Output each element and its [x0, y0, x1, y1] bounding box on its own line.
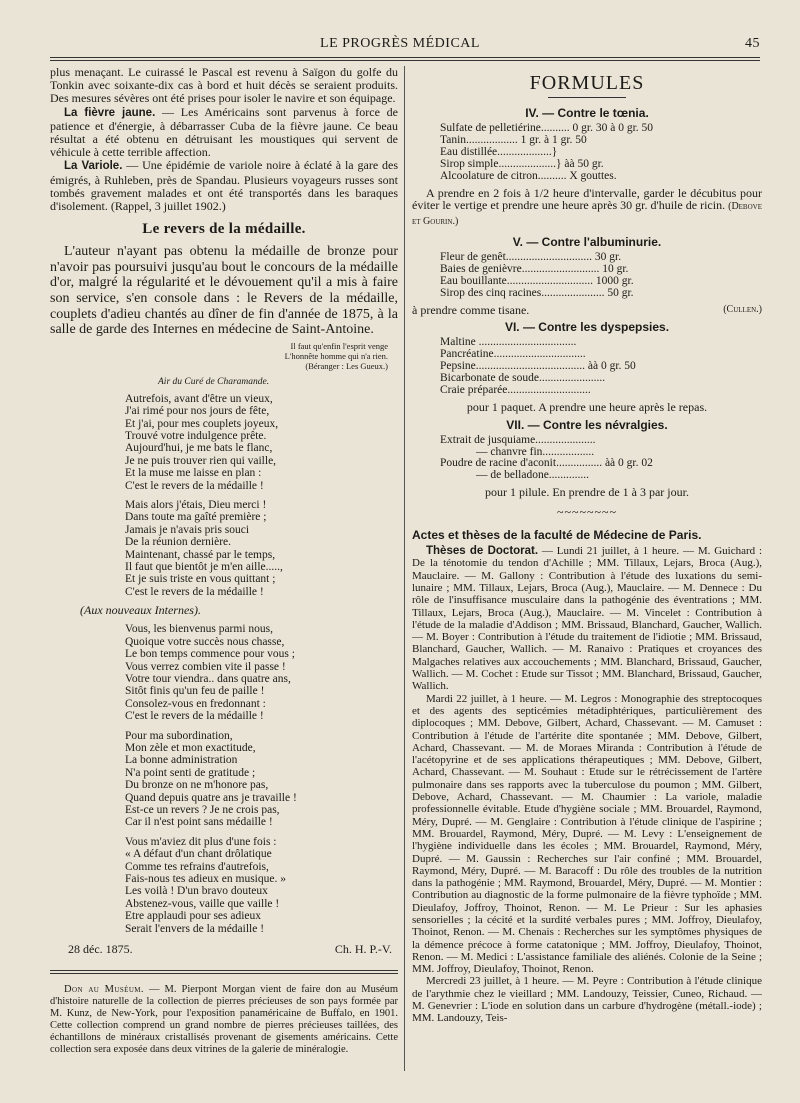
page-number: 45: [745, 36, 760, 51]
verse-line: « A défaut d'un chant drôlatique: [125, 848, 272, 861]
journal-title: LE PROGRÈS MÉDICAL: [320, 36, 480, 51]
formula-lines: [440, 337, 740, 397]
verse-line: Maintenant, chassé par le temps,: [125, 548, 276, 561]
verse-line: C'est le revers de la médaille !: [125, 585, 264, 598]
verse-line: Vous, les bienvenus parmi nous,: [125, 623, 274, 636]
verse-line: La bonne administration: [125, 754, 238, 767]
theses-mardi: Mardi 22 juillet, à 1 heure. — M. Legros : Monographie des streptocoques et des agents des septicémies métadiphtériques, particulièrement des diplocoques ; MM. Debove, Gilbert, Achard, Chassevant. — M. Camuset : Contribution à l'étude de l'artérite dite spontanée ; MM. Debove, Gilbert, Achard, Chassevant. — M. de Moraes Miranda : Contribution à l'étude de l'acétopyrine et de ses applications thérapeutiques ; MM. Debove, Gilbert, Achard, Chassevant. — M. Souhaut : Etude sur le rétrécissement de l'artère pulmonaire dans ses rapports avec la tuberculose du poumon ; MM. Gilbert, Debove, Achard, Chassevant. — M. Chaumier : La variole, maladie professionnelle évitable. Etude d'hygiène sociale ; MM. Brouardel, Raymond, Méry, Dupré. — M. Genglaire : Contribution à l'étude clinique de l'aspirine ; MM. Brouardel, Raymond, Méry, Dupré. — M. Levy : L'enseignement de l'hygiène individuelle dans les écoles ; MM. Brouardel, Raymond, Méry, Dupré. — M. Gaussin : Recherches sur l'air confiné ; MM. Brouardel, Raymond, Méry, Dupré. — M. Baracoff : Du rôle des troubles de la nutrition dans la pathogénie ; MM. Raymond, Brouardel, Méry, Dupré. — M. Montier : Contribution au diagnostic de la forme pulmonaire de la fièvre typhoïde ; MM. Dieulafoy, Joffroy, Thoinot, Renon. — M. Le Prieur : Sur les aphasies sensorielles ; la cécité et la surdité verbales pures ; MM. Joffroy, Dieulafoy, Thoinot, Renon. — M. Chenais : Recherches sur les symptômes physiques de la démence précoce à forme catatonique ; MM. Joffroy, Dieulafoy, Thoinot, Renon. — M. Medici : L'assistance familiale des aliénés. Colonie de la Seine ; MM. Joffroy, Dieulafoy, Thoinot, Renon.: [412, 692, 762, 976]
formula-line: Craie préparée.............................: [440, 383, 591, 396]
verse-line: De la réunion dernière.: [125, 536, 232, 549]
verse-line: Car il n'est point sans médaille !: [125, 816, 273, 829]
page-header: [40, 36, 760, 54]
left-column: [50, 66, 398, 1066]
verse-line: Il faut que bientôt je m'en aille.....,: [125, 561, 283, 574]
verse-line: Mon zèle et mon exactitude,: [125, 741, 256, 754]
verse-line: Vous verrez combien vite il passe !: [125, 660, 286, 673]
formula-title: VI. — Contre les dyspepsies.: [504, 320, 670, 335]
verse-line: Est-ce un revers ? Je ne crois pas,: [125, 803, 280, 816]
formula-line: Sirop simple....................} àà 50 gr.: [440, 157, 604, 170]
verse-line: J'ai rimé pour nos jours de fête,: [125, 405, 270, 418]
epigraph-line: Il faut qu'enfin l'esprit venge: [290, 340, 388, 351]
verse-line: Et j'ai, pour mes couplets joyeux,: [125, 417, 279, 430]
formula-title: VII. — Contre les névralgies.: [506, 417, 668, 432]
verse-line: Abstenez-vous, vaille que vaille !: [125, 897, 280, 910]
verse-line: C'est le revers de la médaille !: [125, 479, 264, 492]
stanza: [125, 499, 398, 598]
paragraph-fievre-jaune: [50, 106, 398, 160]
formula-reference: (Debove et Gourin.): [412, 201, 762, 228]
instruction-text: A prendre en 2 fois à 1/2 heure d'intervalle, garder le décubitus pour éviter le vertige et prendre une heure après 30 gr. d'huile de ricin.: [412, 185, 762, 213]
formula-line: Sirop des cinq racines...................... 50 gr.: [440, 286, 634, 299]
column-divider: [404, 66, 405, 1071]
stanza: [125, 836, 398, 935]
verse-line: Je ne puis trouver rien qui vaille,: [125, 454, 277, 467]
section-title: Le revers de la médaille.: [142, 221, 306, 238]
theses-heading: Thèses de Doctorat.: [426, 545, 539, 558]
verse-line: Sitôt finis qu'un feu de paille !: [125, 685, 265, 698]
paragraph-text: — Une épidémie de variole noire à éclaté à la gare des émigrés, à Ruhleben, près de Spandau. Plusieurs voyageurs russes sont tombés gravement malades et ont été transportés dans les baraques d'isolement. (Rappel, 3 juillet 1902.): [50, 158, 398, 214]
verse-line: Aujourd'hui, je me bats le flanc,: [125, 442, 273, 455]
formula-line: Poudre de racine d'aconit................ àà 0 gr. 02: [440, 457, 653, 470]
theses-mercredi: Mercredi 23 juillet, à 1 heure. — M. Peyre : Contribution à l'étude clinique de l'arythmie chez le vieillard ; MM. Landouzy, Teissier, Cuneo, Richaud. — M. Genevrier : L'iode en solution dans un carbure d'hydrogène (métall.-iode) ; MM. Landouzy, Teis-: [412, 975, 762, 1025]
section-separator: [50, 970, 398, 974]
verse-line: Jamais je n'avais pris souci: [125, 523, 250, 536]
epigraph-source: (Béranger : Les Gueux.): [305, 360, 388, 371]
verse-line: Et la muse me laisse en plan :: [125, 467, 262, 480]
formula-line: Eau distillée...................}: [440, 145, 558, 158]
formula-title: IV. — Contre le tœnia.: [525, 106, 649, 120]
formula-line: Pepsine...................................... àà 0 gr. 50: [440, 360, 636, 373]
stanza: [125, 730, 398, 829]
formula-line: Alcoolature de citron.......... X gouttes.: [440, 169, 617, 182]
stanza: [125, 623, 398, 722]
run-in-title: La Variole.: [64, 160, 123, 173]
verse-line: Comme tes refrains d'autrefois,: [125, 860, 269, 873]
ornament-divider: ~~~~~~~~: [557, 505, 617, 520]
formula-line: Tanin.................. 1 gr. à 1 gr. 50: [440, 133, 587, 146]
signature-line: [50, 942, 398, 958]
paragraph-text: — Les Américains sont parvenus à force de patience et d'énergie, à débarrasser Cuba de la fièvre jaune. Ce beau résultat a été obtenu en détruisant les moustiques qui servent de véhicule à cette terrible affection.: [50, 104, 398, 160]
verse-line: Serait l'envers de la médaille !: [125, 922, 265, 935]
verse-line: N'a point senti de gratitude ;: [125, 766, 256, 779]
right-column: [412, 66, 762, 1071]
verse-line: Du bronze on ne m'honore pas,: [125, 779, 269, 792]
intro-paragraph: L'auteur n'ayant pas obtenu la médaille de bronze pour n'avoir pas poursuivi jusqu'au bout le concours de la médaille d'or, malgré la régularité et le dévouement qu'il a mis à faire son service, s'en console dans : le Revers de la médaille, couplets d'adieu chantés au dîner de fin d'année de 1875, à la salle de garde des Internes en médecine de Saint-Antoine.: [50, 244, 398, 338]
verse-line: Trouvé votre indulgence prête.: [125, 430, 267, 443]
verse-line: Fais-nous tes adieux en musique. »: [125, 873, 286, 886]
formula-instruction: pour 1 paquet. A prendre une heure après le repas.: [466, 399, 708, 414]
formula-reference: (Cullen.): [723, 303, 762, 315]
formula-lines: [440, 435, 740, 483]
verse-line: Mais alors j'étais, Dieu merci !: [125, 499, 267, 512]
verse-line: Les voilà ! D'un bravo douteux: [125, 885, 268, 898]
run-in-title: La fièvre jaune.: [64, 106, 156, 119]
verse-line: Etre applaudi pour ses adieux: [125, 910, 262, 923]
stanza: [125, 393, 398, 492]
formula-line: Pancréatine................................: [440, 348, 586, 361]
epigraph: [50, 341, 398, 371]
actes-title: Actes et thèses de la faculté de Médecine de Paris.: [412, 528, 702, 543]
formula-line: Sulfate de pelletiérine.......... 0 gr. 30 à 0 gr. 50: [440, 122, 654, 134]
formules-title: FORMULES: [529, 72, 645, 94]
formula-line: — chanvre fin..................: [476, 445, 595, 458]
verse-line: Et je suis triste en vous quittant ;: [125, 573, 276, 586]
verse-line: Consolez-vous en fredonnant :: [125, 697, 266, 710]
verse-line: Quand depuis quatre ans je travaille !: [125, 791, 297, 804]
verse-line: Vous m'aviez dit plus d'une fois :: [125, 835, 277, 848]
formula-lines: [440, 252, 740, 300]
air-line: Air du Curé de Charamande.: [158, 376, 270, 387]
verse-line: Quoique votre succès nous chasse,: [125, 635, 285, 648]
poem-author: Ch. H. P.-V.: [334, 942, 392, 957]
formula-lines: [440, 123, 740, 183]
formula-line: Maltine ..................................: [440, 336, 577, 349]
poem-date: 28 déc. 1875.: [68, 942, 133, 957]
formula-instruction: [412, 304, 762, 317]
actes-theses: [412, 545, 762, 1025]
verse-line: Le bon temps commence pour vous ;: [125, 648, 295, 661]
epigraph-line: L'honnête homme qui n'a rien.: [284, 350, 388, 361]
verse-line: C'est le revers de la médaille !: [125, 710, 264, 723]
theses-text: — Lundi 21 juillet, à 1 heure. — M. Guichard : De la ténotomie du tendon d'Achille ; MM. Tillaux, Lejars, Broca (Aug.), Mauclaire. — M. Gallony : Contribution à l'étude des luxations du semi-lunaire ; MM. Tillaux, Lejars, Broca (Aug.), Mauclaire. — M. Dennece : Du rôle de l'insuffisance musculaire dans la pathogénie des éventrations ; MM. Tillaux, Lejars, Broca (Aug.), Mauclaire. — M. Vincelet : Contribution à l'étude de la maladie d'Addison ; MM. Brissaud, Blanchard, Gaucher, Wallich. — M. Boyer : Contribution à l'étude du traitement de l'idiotie ; MM. Brissaud, Blanchard, Gaucher, Wallich. — M. Ranaivo : Pratiques et croyances des Malgaches relatives aux accouchements ; MM. Blanchard, Brissaud, Gaucher, Wallich. — M. Cochet : Etude sur Tissot ; MM. Blanchard, Brissaud, Gaucher, Wallich.: [412, 545, 762, 693]
formula-title: V. — Contre l'albuminurie.: [512, 234, 662, 249]
poem: [125, 393, 398, 599]
paragraph-don-museum: [50, 984, 398, 1056]
verse-line: Pour ma subordination,: [125, 729, 233, 742]
formula-line: Fleur de genêt.............................. 30 gr.: [440, 250, 622, 263]
formula-instruction: pour 1 pilule. En prendre de 1 à 3 par jour.: [485, 485, 689, 500]
interjection: (Aux nouveaux Internes).: [80, 603, 201, 618]
formula-line: Extrait de jusquiame.....................: [440, 433, 596, 446]
paragraph-variole: [50, 159, 398, 213]
title-rule: [548, 97, 626, 98]
paragraph-pascal: plus menaçant. Le cuirassé le Pascal est revenu à Saïgon du golfe du Tonkin avec soixante-dix cas à bord et huit décès se seraient produits. Des mesures sévères ont été prises pour isoler le navire et son équipage.: [50, 66, 398, 106]
instruction-text: à prendre comme tisane.: [412, 302, 530, 317]
poem-continued: [125, 623, 398, 935]
formula-instruction: [412, 187, 762, 229]
formula-line: Bicarbonate de soude.......................: [440, 372, 606, 385]
verse-line: Dans toute ma gaîté première ;: [125, 511, 267, 524]
formula-line: Eau bouillante.............................. 1000 gr.: [440, 274, 634, 287]
verse-line: Votre tour viendra.. dans quatre ans,: [125, 672, 291, 685]
formula-line: — de belladone..............: [476, 469, 590, 482]
theses-lundi: [412, 545, 762, 693]
paragraph-text: — M. Pierpont Morgan vient de faire don au Muséum d'histoire naturelle de la collection de pierres précieuses de son pays formée par M. Kunz, de New-York, pour l'exposition panaméricaine de Buffalo, en 1901. Cette collection comprend un grand nombre de pierres précieuses taillées, des échantillons de minéraux cristallisés provenant de gisements américains. Cette collection sera exposée dans deux vitrines de la galerie de minéralogie.: [50, 984, 398, 1056]
formula-line: Baies de genièvre........................... 10 gr.: [440, 262, 629, 275]
header-rule: [50, 57, 760, 61]
verse-line: Autrefois, avant d'être un vieux,: [125, 392, 273, 405]
run-in-title: Don au Muséum.: [64, 984, 144, 996]
